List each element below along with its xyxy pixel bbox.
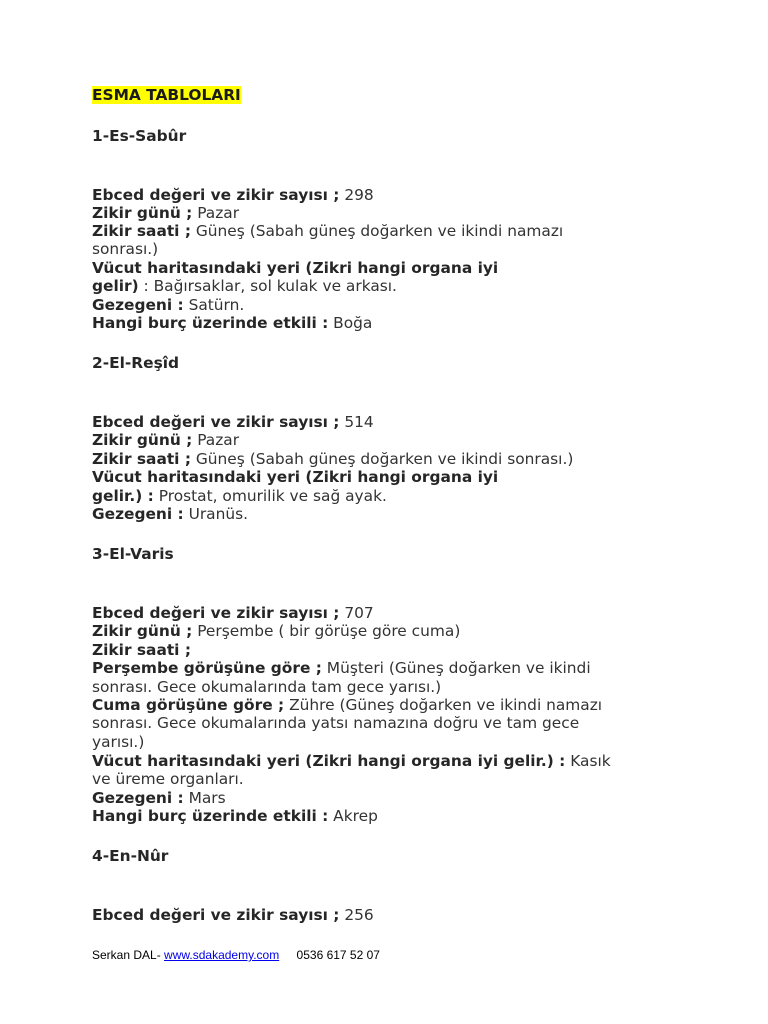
footer-author: Serkan DAL- bbox=[92, 948, 161, 962]
section-1-line-5: Vücut haritasındaki yeri (Zikri hangi organa iyi bbox=[92, 259, 499, 277]
section-3-line-2: Zikir günü ; Perşembe ( bir görüşe göre cuma) bbox=[92, 622, 461, 640]
section-heading-3: 3-El-Varis bbox=[92, 545, 174, 563]
section-3-line-3: Zikir saati ; bbox=[92, 641, 191, 659]
section-heading-1: 1-Es-Sabûr bbox=[92, 127, 187, 145]
section-heading-2: 2-El-Reşîd bbox=[92, 354, 180, 372]
section-3-line-6: Cuma görüşüne göre ; Zühre (Güneş doğarken ve ikindi namazı bbox=[92, 696, 603, 714]
section-3-line-1: Ebced değeri ve zikir sayısı ; 707 bbox=[92, 604, 374, 622]
section-3-line-4: Perşembe görüşüne göre ; Müşteri (Güneş doğarken ve ikindi bbox=[92, 659, 591, 677]
section-1-line-2: Zikir günü ; Pazar bbox=[92, 204, 240, 222]
section-1-line-3: Zikir saati ; Güneş (Sabah güneş doğarken ve ikindi namazı bbox=[92, 222, 564, 240]
section-2-line-4: Vücut haritasındaki yeri (Zikri hangi organa iyi bbox=[92, 468, 499, 486]
footer-phone: 0536 617 52 07 bbox=[296, 948, 380, 962]
section-3-line-7: sonrası. Gece okumalarında yatsı namazına doğru ve tam gece bbox=[92, 714, 580, 732]
section-2-line-6: Gezegeni : Uranüs. bbox=[92, 505, 249, 523]
section-2-line-5: gelir.) : Prostat, omurilik ve sağ ayak. bbox=[92, 487, 387, 505]
page-footer bbox=[92, 948, 380, 963]
section-2-line-3: Zikir saati ; Güneş (Sabah güneş doğarken ve ikindi sonrası.) bbox=[92, 450, 574, 468]
section-3-line-8: yarısı.) bbox=[92, 733, 145, 751]
section-heading-4: 4-En-Nûr bbox=[92, 847, 169, 865]
document-title bbox=[92, 86, 241, 104]
document-title-highlight: ESMA TABLOLARI bbox=[92, 86, 241, 104]
footer-website-link[interactable]: www.sdakademy.com bbox=[164, 948, 280, 962]
section-3-line-10: ve üreme organları. bbox=[92, 770, 244, 788]
section-1-line-8: Hangi burç üzerinde etkili : Boğa bbox=[92, 314, 373, 332]
section-1-line-4: sonrası.) bbox=[92, 240, 159, 258]
section-2-line-2: Zikir günü ; Pazar bbox=[92, 431, 240, 449]
section-3-line-11: Gezegeni : Mars bbox=[92, 789, 226, 807]
section-4-line-1: Ebced değeri ve zikir sayısı ; 256 bbox=[92, 906, 374, 924]
section-1-line-7: Gezegeni : Satürn. bbox=[92, 296, 245, 314]
section-1-line-1: Ebced değeri ve zikir sayısı ; 298 bbox=[92, 186, 374, 204]
section-1-line-6: gelir) : Bağırsaklar, sol kulak ve arkası. bbox=[92, 277, 397, 295]
section-3-line-9: Vücut haritasındaki yeri (Zikri hangi organa iyi gelir.) : Kasık bbox=[92, 752, 611, 770]
section-3-line-5: sonrası. Gece okumalarında tam gece yarısı.) bbox=[92, 678, 442, 696]
section-3-line-12: Hangi burç üzerinde etkili : Akrep bbox=[92, 807, 378, 825]
section-2-line-1: Ebced değeri ve zikir sayısı ; 514 bbox=[92, 413, 374, 431]
